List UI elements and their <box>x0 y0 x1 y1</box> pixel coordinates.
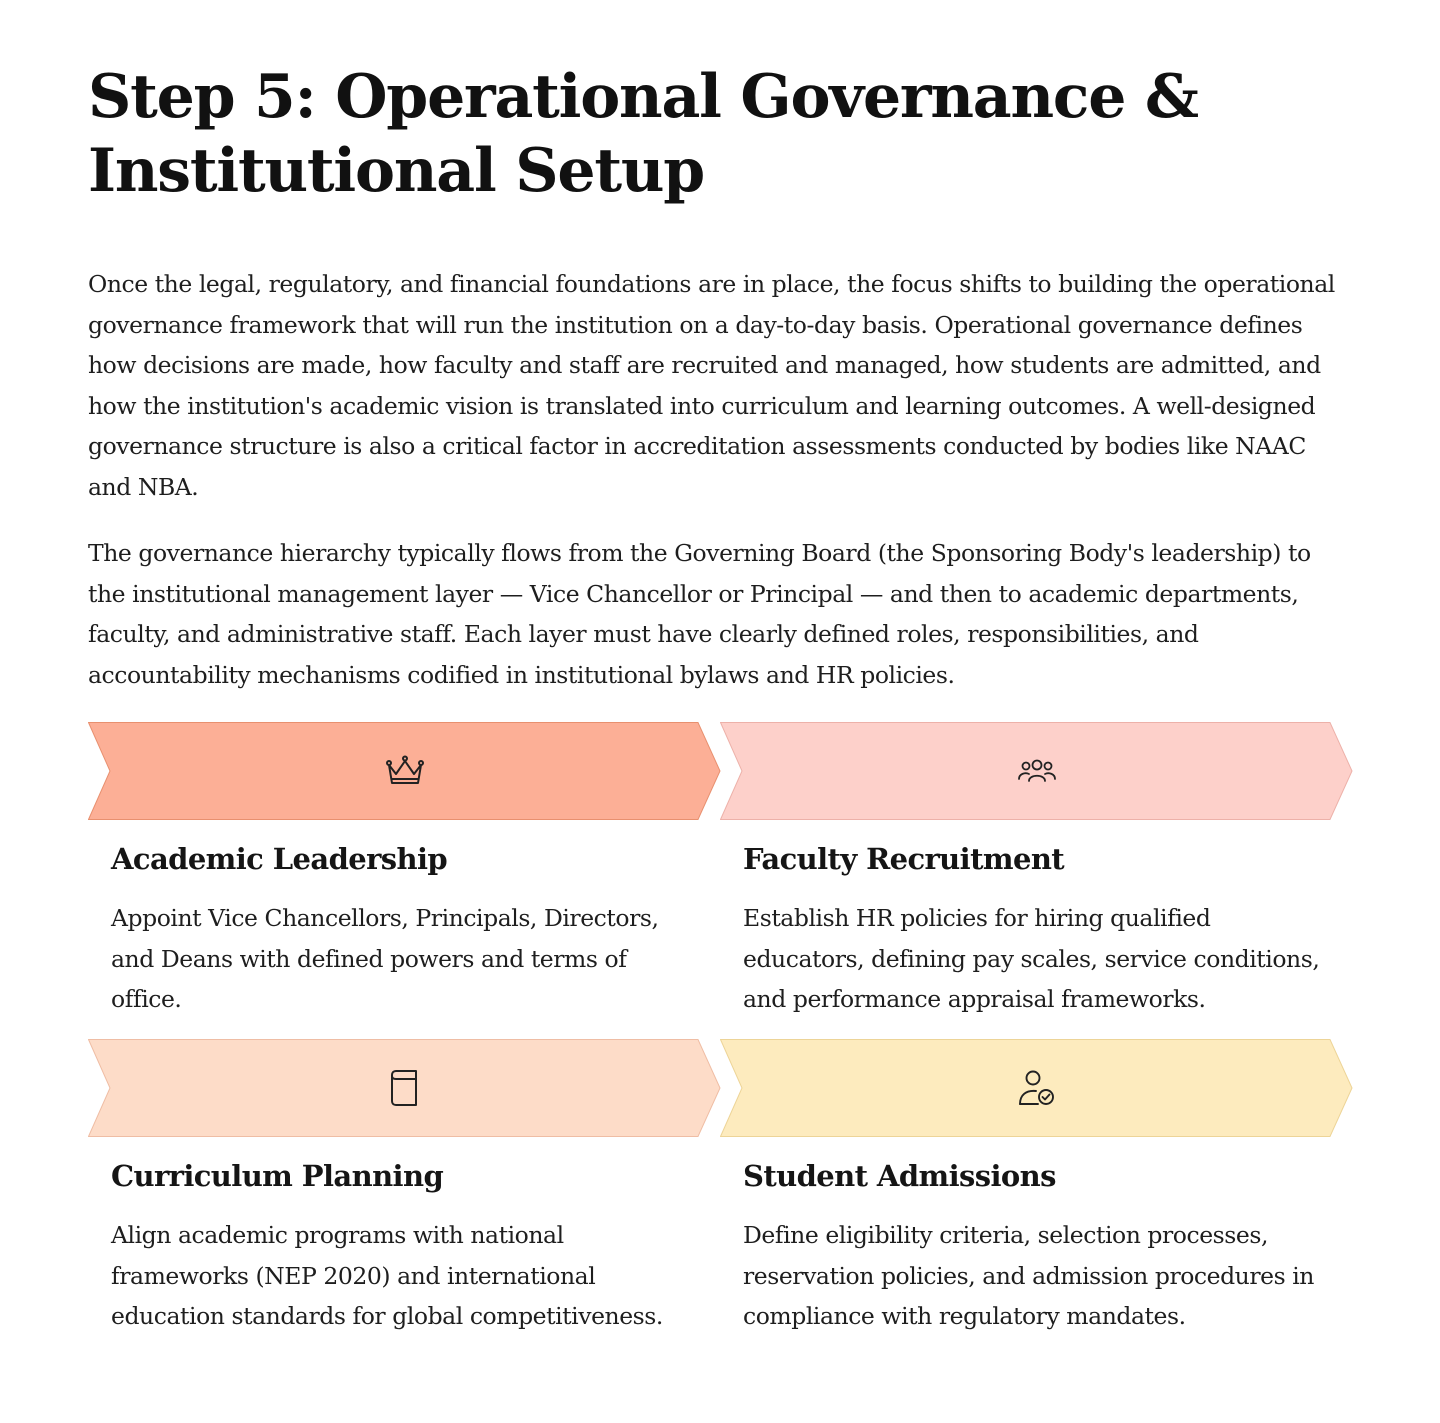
card-heading: Curriculum Planning <box>111 1159 444 1193</box>
chevron-banner <box>720 722 1353 820</box>
crown-icon <box>385 751 425 791</box>
hierarchy-paragraph: The governance hierarchy typically flows from the Governing Board (the Sponsoring Body's leadership) to the institutional management layer — Vice Chancellor or Principal — and then to academic departments, faculty, and administrative staff. Each layer must have clearly defined roles, responsibilities, and accountability mechanisms codified in institutional bylaws and HR policies. <box>88 539 1311 689</box>
chevron-banner <box>88 722 721 820</box>
card-faculty-recruitment <box>720 722 1353 1020</box>
page-title: Step 5: Operational Governance & Institutional Setup <box>88 62 1198 206</box>
card-curriculum-planning <box>88 1039 721 1337</box>
card-heading: Faculty Recruitment <box>743 842 1065 876</box>
book-icon <box>385 1068 425 1108</box>
users-icon <box>1017 751 1057 791</box>
card-text: Appoint Vice Chancellors, Principals, Directors, and Deans with defined powers and terms of office. <box>111 904 659 1013</box>
intro-paragraph: Once the legal, regulatory, and financial foundations are in place, the focus shifts to building the operational governance framework that will run the institution on a day-to-day basis. Operational governance defines how decisions are made, how faculty and staff are recruited and managed, how students are admitted, and how the institution's academic vision is translated into curriculum and learning outcomes. A well-designed governance structure is also a critical factor in accreditation assessments conducted by bodies like NAAC and NBA. <box>88 270 1335 501</box>
chevron-banner <box>720 1039 1353 1137</box>
card-text: Align academic programs with national frameworks (NEP 2020) and international education standards for global competitiveness. <box>111 1221 663 1330</box>
card-academic-leadership <box>88 722 721 1020</box>
user-check-icon <box>1017 1068 1057 1108</box>
card-heading: Student Admissions <box>743 1159 1056 1193</box>
card-student-admissions <box>720 1039 1353 1337</box>
card-text: Define eligibility criteria, selection processes, reservation policies, and admission procedures in compliance with regulatory mandates. <box>743 1221 1314 1330</box>
card-heading: Academic Leadership <box>111 842 448 876</box>
content <box>88 60 1353 695</box>
chevron-banner <box>88 1039 721 1137</box>
card-text: Establish HR policies for hiring qualified educators, defining pay scales, service conditions, and performance appraisal frameworks. <box>743 904 1320 1013</box>
